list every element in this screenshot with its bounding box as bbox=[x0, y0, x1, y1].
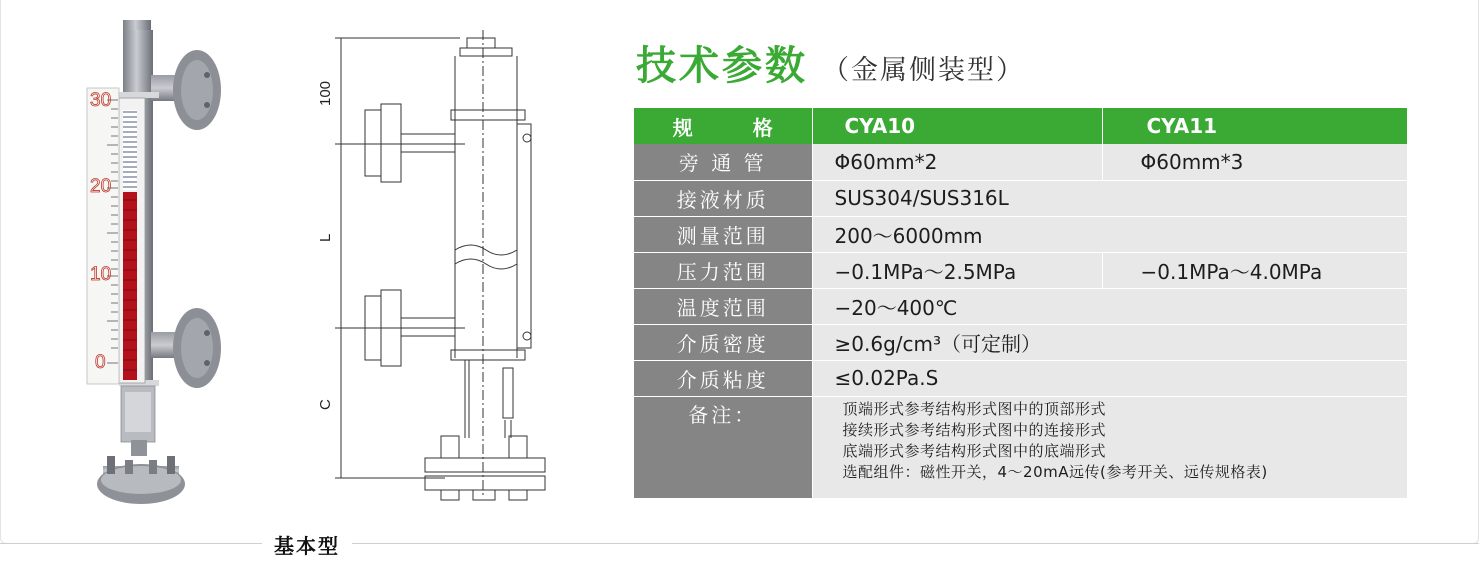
table-row bbox=[634, 216, 1407, 252]
dim-label-C: C bbox=[317, 399, 334, 410]
row-value-1: SUS304/SUS316L bbox=[812, 180, 1407, 216]
model-caption: 基本型 bbox=[262, 530, 352, 559]
row-label: 旁 通 管 bbox=[634, 144, 812, 180]
row-label: 介质粘度 bbox=[634, 360, 812, 396]
note-line: 选配组件：磁性开关，4～20mA远传(参考开关、远传规格表) bbox=[842, 462, 1268, 481]
header-cya11: CYA11 bbox=[1102, 108, 1407, 144]
row-value-1: Φ60mm*2 bbox=[812, 144, 1102, 180]
table-row bbox=[634, 324, 1407, 360]
level-gauge-illustration bbox=[85, 20, 235, 520]
note-line: 顶端形式参考结构形式图中的顶部形式 bbox=[842, 399, 1107, 418]
scale-label-20: 20 bbox=[90, 176, 112, 197]
header-label-b: 格 bbox=[752, 115, 773, 140]
spec-table bbox=[634, 108, 1407, 499]
notes-cell bbox=[812, 396, 1407, 498]
notes-label-text: 备注： bbox=[688, 402, 758, 427]
row-value-1: 200～6000mm bbox=[812, 216, 1407, 252]
header-label-a: 规 bbox=[672, 115, 693, 140]
title-block bbox=[636, 34, 1025, 89]
dim-label-L: L bbox=[317, 233, 334, 242]
header-cya10: CYA10 bbox=[812, 108, 1102, 144]
row-label: 测量范围 bbox=[634, 216, 812, 252]
scale-label-10: 10 bbox=[90, 264, 112, 285]
row-value-1: ≥0.6g/cm³（可定制） bbox=[812, 324, 1407, 360]
dim-label-100: 100 bbox=[317, 80, 334, 106]
row-value-1: −20～400℃ bbox=[812, 288, 1407, 324]
table-row bbox=[634, 252, 1407, 288]
spec-header-row bbox=[634, 108, 1407, 144]
note-line: 接续形式参考结构形式图中的连接形式 bbox=[842, 420, 1107, 439]
row-label: 接液材质 bbox=[634, 180, 812, 216]
table-row bbox=[634, 288, 1407, 324]
dimension-drawing bbox=[305, 28, 575, 508]
scale-label-30: 30 bbox=[90, 90, 112, 111]
header-label bbox=[634, 108, 812, 144]
caption-divider bbox=[0, 543, 1479, 544]
table-row bbox=[634, 144, 1407, 180]
table-row bbox=[634, 360, 1407, 396]
row-value-2: Φ60mm*3 bbox=[1102, 144, 1407, 180]
scale-label-0: 0 bbox=[95, 352, 106, 373]
row-value-2: −0.1MPa～4.0MPa bbox=[1102, 252, 1407, 288]
row-label: 压力范围 bbox=[634, 252, 812, 288]
row-label: 温度范围 bbox=[634, 288, 812, 324]
notes-row bbox=[634, 396, 1407, 498]
notes-label bbox=[634, 396, 812, 498]
row-label: 介质密度 bbox=[634, 324, 812, 360]
page-subtitle: （金属侧装型） bbox=[822, 55, 1025, 86]
table-row bbox=[634, 180, 1407, 216]
row-value-1: −0.1MPa～2.5MPa bbox=[812, 252, 1102, 288]
note-line: 底端形式参考结构形式图中的底端形式 bbox=[842, 441, 1107, 460]
page-title: 技术参数 bbox=[636, 43, 808, 89]
row-value-1: ≤0.02Pa.S bbox=[812, 360, 1407, 396]
